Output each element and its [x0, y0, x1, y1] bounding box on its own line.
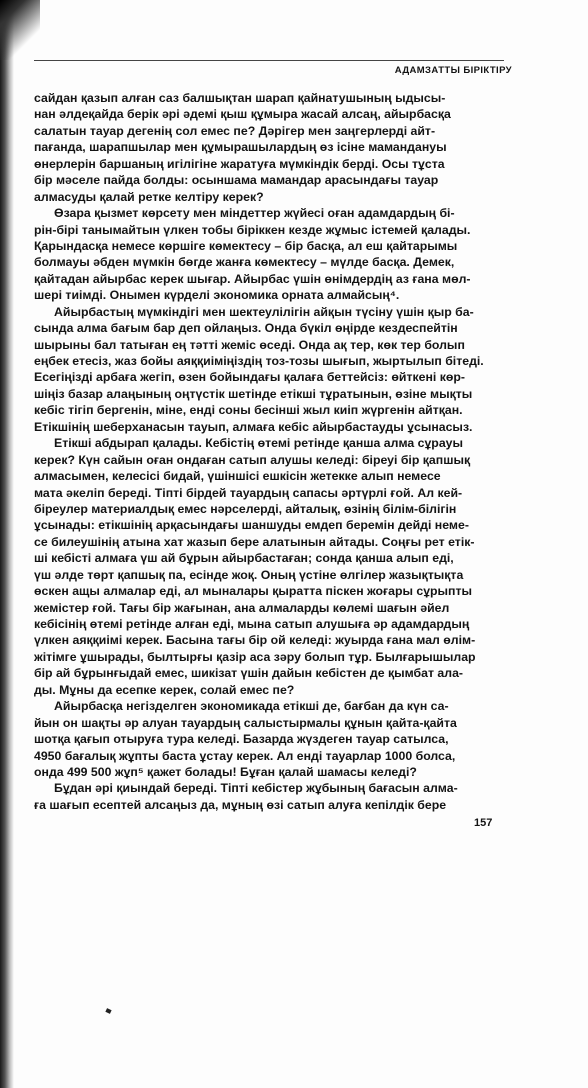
text-line: болмауы әбден мүмкін бөгде жанға көмектесу – мүлде басқа. Демек, — [34, 255, 455, 270]
text-line: алмасуды қалай ретке келтіру керек? — [34, 189, 264, 204]
text-line: рін-бірі танымайтын үлкен тобы біріккен кезде жұмыс істемей қалады. — [34, 222, 471, 237]
text-line: кебіс тігіп бергенін, міне, енді соны бесінші жыл киіп жүргенін айтқан. — [34, 403, 463, 418]
text-line: жемістер ғой. Тағы бір жағынан, ана алмаларды көлемі шағын әйел — [34, 600, 450, 615]
running-head: АДАМЗАТТЫ БІРІКТІРУ — [394, 65, 512, 76]
text-line: Айырбастың мүмкіндігі мен шектеулілігін айқын түсіну үшін қыр ба- — [54, 304, 474, 319]
text-line: йын он шақты әр алуан тауардың салыстырмалы құнын қайта-қайта — [34, 715, 457, 730]
text-line: үш әлде төрт қапшық па, есінде жоқ. Оның үстіне өлгілер жазықтықта — [34, 567, 464, 582]
text-line: мата әкеліп береді. Тіпті бірдей тауардың сапасы әртүрлі ғой. Ал кей- — [34, 485, 463, 500]
text-line: сында алма бағым бар деп ойлаңыз. Онда бүкіл өңірде кездеспейтін — [34, 321, 458, 336]
binding-shadow — [0, 0, 14, 1088]
text-line: 4950 бағалық жұпты баста ұстау керек. Ал енді тауарлар 1000 болса, — [34, 748, 456, 763]
text-line: шері тиімді. Онымен күрделі экономика орната алмайсың⁴. — [34, 288, 400, 303]
text-line: өскен ащы алмалар еді, ал мыналары қыратта піскен жоғары сұрыпты — [34, 584, 473, 599]
text-line: үлкен аяққиімі керек. Басына тағы бір ой келеді: жуырда ғана мал өлім- — [34, 633, 476, 648]
text-line: алмасымен, келесісі бидай, үшіншісі ешкісін жетекке алып немесе — [34, 469, 441, 484]
text-line: ұсынады: етікшінің арқасындағы шаншуды емдеп беремін дейді неме- — [34, 518, 469, 533]
page-number: 157 — [474, 817, 493, 829]
text-line: шотқа қағып отыруға тура келеді. Базарда жүздеген тауар сатылса, — [34, 732, 449, 747]
text-line: Айырбасқа негізделген экономикада етікші де, бағбан да күн са- — [54, 699, 449, 714]
text-line: кебісінің өтемі ретінде алған еді, мына сатып алушыға әр адамдардың — [34, 617, 470, 631]
text-line: сайдан қазып алған саз балшықтан шарап қайнатушының ыдысы- — [34, 91, 446, 105]
text-line: нан әлдеқайда берік әрі әдемі қыш құмыра жасай алсаң, айырбасқа — [34, 107, 451, 122]
text-line: шіңіз базар алаңының оңтүстік шетінде етікші тұратынын, өзіне мықты — [34, 386, 473, 401]
text-line: шырыны бал татыған ең тәтті жеміс өседі. Онда ақ тер, көк тер болып — [34, 337, 465, 352]
text-line: қайтадан айырбас керек шығар. Айырбас үшін өнімдердің аз ғана мөл- — [34, 271, 471, 286]
text-line: пағанда, шарапшылар мен құмырашылардың өз ісіне мамандануы — [34, 140, 447, 155]
text-line: біреулер материалдық емес нәрселерді, айталық, өзінің білім-білігін — [34, 501, 457, 516]
scan-speck — [105, 1008, 111, 1014]
text-line: бір мәселе пайда болды: осыншама мамандар арасындағы тауар — [34, 173, 439, 188]
body-text — [34, 90, 504, 813]
text-line: керек? Күн сайын оған ондаған сатып алушы келеді: біреуі бір қапшық — [34, 452, 471, 467]
text-line: Етікшінің шеберханасын тауып, алмаға кебіс айырбастауды ұсынасыз. — [34, 419, 473, 434]
text-line: Қарындасқа немесе көршіге көмектесу – бір басқа, ал еш қайтарымы — [34, 238, 458, 253]
text-line: салатын тауар дегенің сол емес пе? Дәрігер мен заңгерлерді айт- — [34, 123, 436, 138]
text-line: ды. Мұны да есепке керек, солай емес пе? — [34, 682, 295, 697]
text-line: онда 499 500 жұп⁵ қажет болады! Бұған қалай шамасы келеді? — [34, 764, 417, 779]
text-line: жітімге ұшырады, былтырғы қазір аса зәру болып тұр. Былғарышылар — [34, 649, 476, 664]
text-line: Етікші абдырап қалады. Кебістің өтемі ретінде қанша алма сұрауы — [54, 436, 463, 451]
text-line: се билеушінің атына хат жазып бере алатынын айтады. Соңғы рет етік- — [34, 534, 475, 549]
text-line: өнерлерін баршаның игілігіне жаратуға мүмкіндік берді. Осы тұста — [34, 156, 445, 171]
header-rule — [34, 60, 504, 61]
corner-shadow — [0, 0, 40, 60]
text-line: Бұдан әрі қиындай береді. Тіпті кебістер жұбының бағасын алма- — [54, 781, 458, 796]
text-line: еңбек етесіз, жаз бойы аяққиіміңіздің тоз-тозы шығып, жыртылып бітеді. — [34, 354, 484, 368]
text-line: ші кебісті алмаға үш ай бұрын айырбастаған; сонда қанша алып еді, — [34, 551, 454, 566]
text-line: ға шағып есептей алсаңыз да, мұның өзі сатып алуға кепілдік бере — [34, 797, 447, 812]
text-line: бір ай бұрынғыдай емес, шикізат үшін дайын кебістен де қымбат ала- — [34, 666, 463, 681]
text-line: Өзара қызмет көрсету мен міндеттер жүйесі оған адамдардың бі- — [54, 206, 455, 221]
text-line: Есегіңізді арбаға жегіп, өзен бойындағы қалаға беттейсіз: өйткені көр- — [34, 370, 466, 385]
